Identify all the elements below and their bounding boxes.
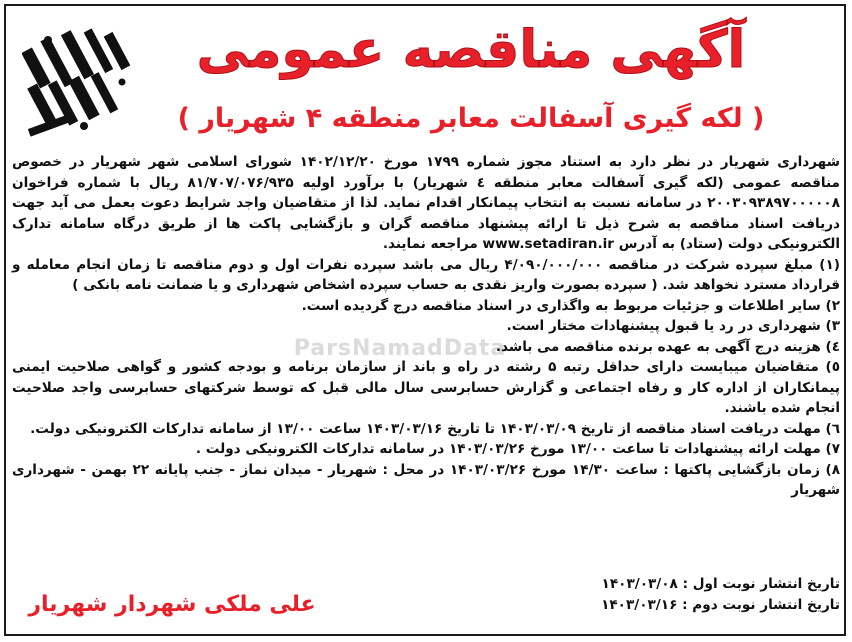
notice-title: آگهی مناقصه عمومی	[196, 20, 746, 80]
notice-item-5: ٥) متقاضیان میبایست دارای حداقل رتبه ۵ رشته در راه و باند از سازمان برنامه و بودجه کشور و گواهی صلاحیت ایمنی پیمانکاران از اداره کار و رفاه اجتماعی و گزارش حسابرسی سال مالی قبل که توسط شرکتهای حسابرسی واجد صلاحیت انجام شده باشند.	[12, 359, 840, 416]
website-link[interactable]: www.setadiran.ir	[482, 236, 614, 252]
notice-body	[12, 152, 840, 501]
notice-item-1: (۱) مبلغ سپرده شرکت در مناقصه ۴/۰۹۰/۰۰۰/۰۰۰ ریال می باشد سپرده نفرات اول و دوم مناقصه تا زمان انجام معامله و قرارداد مسترد نخواهد شد. ( سپرده بصورت واریز نقدی به حساب سپرده اشخاص شهرداری و یا ضمانت نامه بانکی )	[12, 256, 840, 293]
publish-dates	[510, 574, 840, 616]
publish-first-date: تاریخ انتشار نوبت اول : ۱۴۰۳/۰۳/۰۸	[601, 576, 840, 592]
intro-end: مراجعه نمایند.	[382, 236, 478, 252]
notice-item-7: ۷) مهلت ارائه پیشنهادات تا ساعت ۱۳/۰۰ مورخ ۱۴۰۳/۰۳/۲۶ در سامانه تدارکات الکترونیکی دولت .	[195, 441, 840, 457]
notice-item-3: ۳) شهرداری در رد یا قبول پیشنهادات مختار است.	[506, 318, 840, 334]
mayor-signature: علی ملکی شهردار شهریار	[28, 592, 316, 617]
notice-item-4: ٤) هزینه درج آگهی به عهده برنده مناقصه می باشد.	[495, 338, 840, 355]
watermark: ParsNamadData	[293, 336, 507, 361]
notice-intro	[12, 152, 840, 255]
intro-text: شهرداری شهریار در نظر دارد به استناد مجوز شماره ۱۷۹۹ مورخ ۱۴۰۲/۱۲/۲۰ شورای اسلامی شهر شهریار در خصوص مناقصه عمومی (لکه گیری آسفالت معابر منطقه ٤ شهریار) با برآورد اولیه ۸۱/۷۰۷/۰۷۶/۹۳۵ ریال با شماره فراخوان ۲۰۰۳۰۹۳۸۹۷۰۰۰۰۰۸ در سامانه نسبت به انتخاب پیمانکار اقدام نماید. لذا از متقاضیان واجد شرایط دعوت بعمل می آید جهت دریافت اسناد مناقصه به شرح ذیل تا ارائه پیشنهاد مناقصه گران و بازگشایی پاکت ها از طریق درگاه سامانه تدارک الکترونیکی دولت (ستاد) به آدرس	[12, 154, 840, 252]
municipality-logo-icon	[22, 22, 140, 140]
notice-item-2: ۲) سایر اطلاعات و جزئیات مربوط به واگذاری در اسناد مناقصه درج گردیده است.	[301, 297, 840, 314]
publish-second-date: تاریخ انتشار نوبت دوم : ۱۴۰۳/۰۳/۱۶	[601, 597, 840, 613]
notice-item-6: ٦) مهلت دریافت اسناد مناقصه از تاریخ ۱۴۰۳/۰۳/۰۹ تا تاریخ ۱۴۰۳/۰۳/۱۶ ساعت ۱۳/۰۰ از سامانه تدارکات الکترونیکی دولت.	[30, 420, 840, 437]
notice-item-8: ۸) زمان بازگشایی پاکتها : ساعت ۱۴/۳۰ مورخ ۱۴۰۳/۰۳/۲۶ در محل : شهریار - میدان نماز - جنب پایانه ۲۲ بهمن - شهرداری شهریار	[12, 461, 841, 498]
notice-subtitle: ( لکه گیری آسفالت معابر منطقه ۴ شهریار )	[177, 103, 765, 134]
